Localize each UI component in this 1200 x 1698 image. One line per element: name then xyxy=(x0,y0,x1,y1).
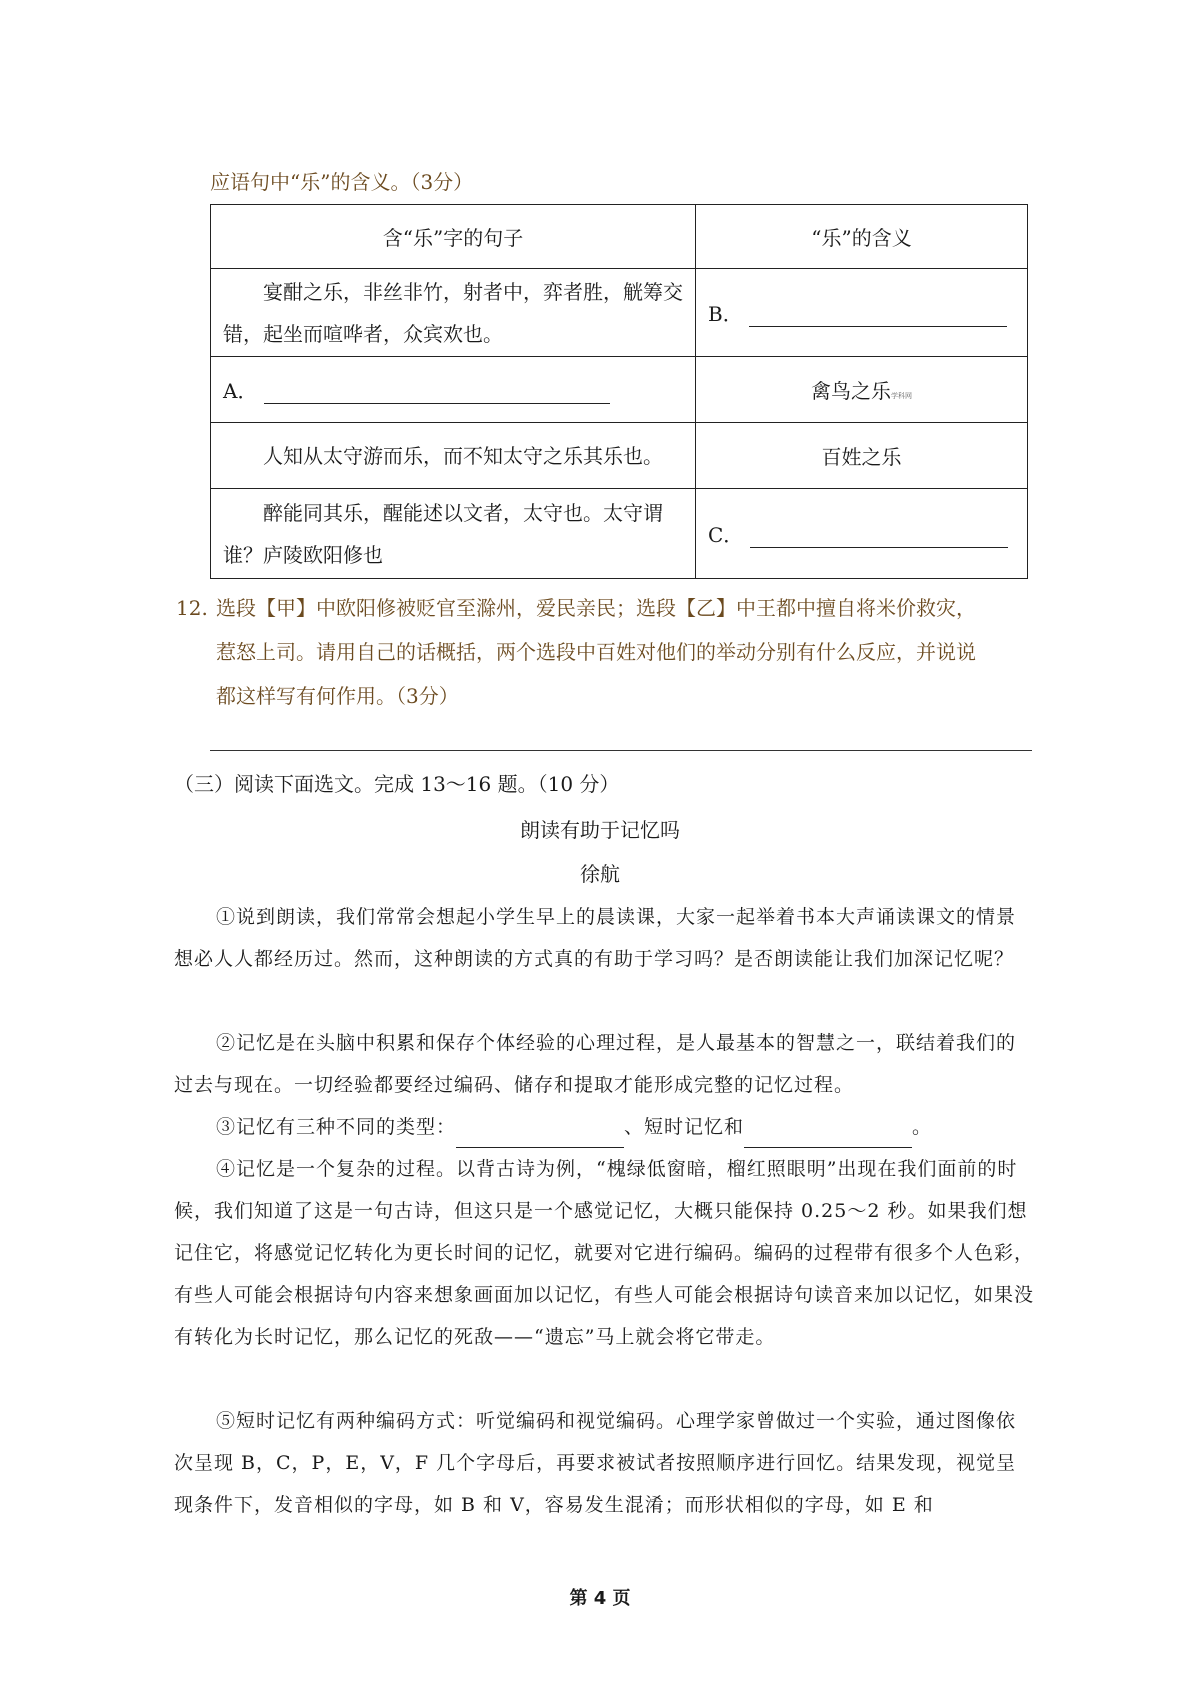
table-cell-sentence: 宴酣之乐，非丝非竹，射者中，弈者胜，觥筹交错，起坐而喧哗者，众宾欢也。 xyxy=(211,269,696,357)
meaning-text: 禽鸟之乐 xyxy=(811,379,891,403)
table-row xyxy=(211,423,1028,489)
answer-blank-a[interactable] xyxy=(264,383,610,404)
table-row xyxy=(211,357,1028,423)
answer-label-c: C． xyxy=(708,523,744,547)
table-cell-meaning xyxy=(696,357,1028,423)
table-cell-sentence xyxy=(211,357,696,423)
article-title: 朗读有助于记忆吗 xyxy=(520,818,680,842)
page-number: 第 4 页 xyxy=(569,1588,631,1609)
paragraph-4: ④记忆是一个复杂的过程。以背古诗为例，“槐绿低窗暗，榴红照眼明”出现在我们面前的时候，我们知道了这是一句古诗，但这只是一个感觉记忆，大概只能保持 0.25～2 秒。如果我们想记住它，将感觉记忆转化为更长时间的记忆，就要对它进行编码。编码的过程带有很多个人色彩，有些人可能会根据诗句内容来想象画面加以记忆，有些人可能会根据诗句读音来加以记忆，如果没有转化为长时记忆，那么记忆的死敌——“遗忘”马上就会将它带走。 xyxy=(174,1158,1035,1348)
table-header-meaning: “乐”的含义 xyxy=(696,205,1028,269)
q12-number: 12. xyxy=(176,596,208,620)
table-cell-meaning xyxy=(696,269,1028,357)
table-row xyxy=(211,489,1028,579)
table-header-row xyxy=(211,205,1028,269)
answer-blank-c[interactable] xyxy=(750,527,1008,548)
q12-line2: 惹怒上司。请用自己的话概括，两个选段中百姓对他们的举动分别有什么反应，并说说 xyxy=(216,640,976,664)
watermark-mark: 学科网 xyxy=(891,392,912,400)
table-header-sentence: 含“乐”字的句子 xyxy=(211,205,696,269)
q11-intro: 应语句中“乐”的含义。（3分） xyxy=(210,170,474,194)
paragraph-2: ②记忆是在头脑中积累和保存个体经验的心理过程，是人最基本的智慧之一，联结着我们的过去与现在。一切经验都要经过编码、储存和提取才能形成完整的记忆过程。 xyxy=(174,1032,1017,1096)
table-cell-meaning xyxy=(696,489,1028,579)
paragraph-3-start: ③记忆有三种不同的类型： xyxy=(216,1116,457,1138)
q12-line1: 选段【甲】中欧阳修被贬官至滁州，爱民亲民；选段【乙】中王都中擅自将米价救灾， xyxy=(216,596,976,620)
paragraph-3-middle: 、短时记忆和 xyxy=(624,1116,745,1138)
table-row xyxy=(211,269,1028,357)
section-heading: （三）阅读下面选文。完成 13～16 题。（10 分） xyxy=(174,772,620,796)
answer-label-b: B． xyxy=(708,302,743,326)
paragraph-5: ⑤短时记忆有两种编码方式：听觉编码和视觉编码。心理学家曾做过一个实验，通过图像依次呈现 B，C，P，E，V，F 几个字母后，再要求被试者按照顺序进行回忆。结果发现，视觉呈现条件下，发音相似的字母，如 B 和 V，容易发生混淆；而形状相似的字母，如 E 和 xyxy=(174,1410,1017,1516)
table-cell-meaning: 百姓之乐 xyxy=(696,423,1028,489)
article-author: 徐航 xyxy=(580,862,620,886)
q11-table xyxy=(210,204,1028,579)
table-cell-sentence: 醉能同其乐，醒能述以文者，太守也。太守谓谁？庐陵欧阳修也 xyxy=(211,489,696,579)
q12-answer-line[interactable] xyxy=(210,750,1032,751)
answer-blank-b[interactable] xyxy=(749,306,1007,327)
blank-memory-type-2[interactable] xyxy=(744,1127,912,1148)
q12-line3: 都这样写有何作用。（3分） xyxy=(216,684,459,708)
paragraph-3 xyxy=(216,1106,1036,1148)
paragraph-3-end: 。 xyxy=(912,1116,933,1138)
blank-memory-type-1[interactable] xyxy=(456,1127,624,1148)
paragraph-1: ①说到朗读，我们常常会想起小学生早上的晨读课，大家一起举着书本大声诵读课文的情景想必人人都经历过。然而，这种朗读的方式真的有助于学习吗？是否朗读能让我们加深记忆呢？ xyxy=(174,906,1017,970)
table-cell-sentence: 人知从太守游而乐，而不知太守之乐其乐也。 xyxy=(211,423,696,489)
answer-label-a: A． xyxy=(223,379,258,403)
